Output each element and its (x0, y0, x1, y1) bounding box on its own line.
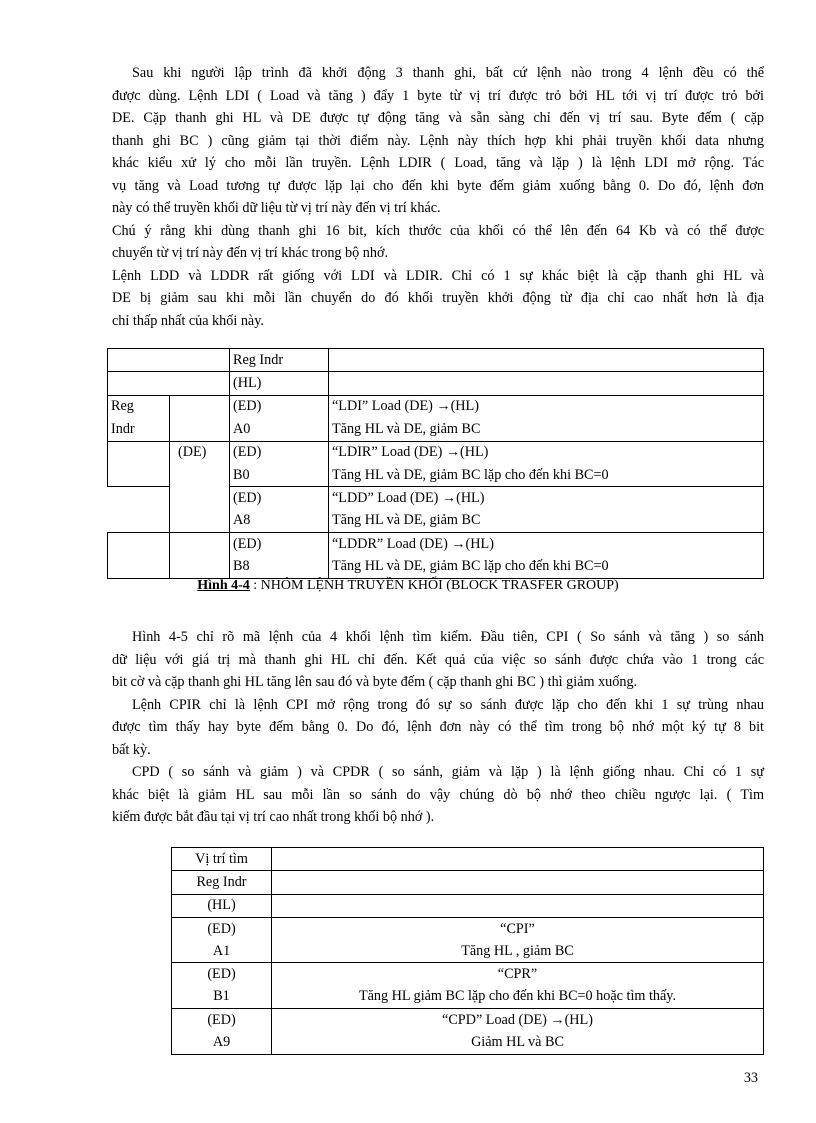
instruction-name: “LDD” Load (DE) →(HL) (329, 487, 764, 510)
table-cell (108, 510, 170, 533)
table-cell (272, 848, 764, 871)
text-line: dữ liệu với giá trị mà thanh ghi HL chỉ đến. Kết quả của việc so sánh được chứa vào 1 trong các (112, 651, 764, 668)
text-line: Lệnh LDD và LDDR rất giống với LDI và LDIR. Chỉ có 1 sự khác biệt là cặp thanh ghi HL và (112, 267, 764, 284)
table-cell (329, 372, 764, 395)
opcode-prefix: (ED) (230, 533, 329, 556)
text-line: thanh ghi BC ) cũng giảm tại thời điểm này. Lệnh này thích hợp khi phải truyền khối data nhưng (112, 132, 764, 149)
table-cell (170, 395, 230, 418)
opcode-prefix: (ED) (230, 487, 329, 510)
paragraph-ldd (112, 265, 764, 333)
opcode-prefix: (ED) (230, 395, 329, 418)
instruction-name: “CPR” (272, 963, 764, 986)
table-cell (272, 894, 764, 917)
opcode: B1 (172, 986, 272, 1009)
paragraph-block-1 (112, 62, 764, 332)
instruction-desc: Tăng HL và DE, giảm BC lặp cho đến khi BC=0 (329, 556, 764, 579)
paragraph-cpir (112, 694, 764, 762)
table-cell (170, 349, 230, 372)
instruction-name: “CPD” Load (DE) →(HL) (272, 1009, 764, 1032)
instruction-desc: Tăng HL và DE, giảm BC (329, 418, 764, 441)
caption-text: : NHÓM LỆNH TRUYỀN KHỐI (BLOCK TRASFER GROUP) (249, 578, 619, 593)
instruction-name: “LDIR” Load (DE) →(HL) (329, 441, 764, 464)
opcode: A0 (230, 418, 329, 441)
instruction-name: “CPI” (272, 917, 764, 940)
text-line: DE bị giảm sau khi mỗi lần chuyển do đó khối truyền khởi động từ địa chỉ cao nhất hơn là địa (112, 290, 764, 306)
paragraph-cpd (112, 761, 764, 829)
paragraph-block-2 (112, 626, 764, 829)
instruction-desc: Tăng HL , giảm BC (272, 940, 764, 963)
text-line: DE. Cặp thanh ghi HL và DE được tự động tăng và sẵn sàng chỉ đến vị trí sau. Byte đếm ( cặp (112, 110, 764, 126)
de-label: (DE) (170, 441, 230, 464)
opcode-prefix: (ED) (230, 441, 329, 464)
table-cell (108, 487, 170, 510)
opcode: A8 (230, 510, 329, 533)
text-line: kiếm được bắt đầu tại vị trí cao nhất trong khối bộ nhớ ). (112, 809, 435, 825)
instruction-desc: Giảm HL và BC (272, 1031, 764, 1054)
page-number: 33 (743, 1070, 758, 1086)
table-cell (108, 533, 170, 556)
instruction-desc: Tăng HL giảm BC lặp cho đến khi BC=0 hoặc tìm thấy. (272, 986, 764, 1009)
opcode-prefix: (ED) (172, 1009, 272, 1032)
search-group-table (171, 847, 764, 1055)
table-cell (329, 349, 764, 372)
text-line: CPD ( so sánh và giảm ) và CPDR ( so sánh, giảm và lặp ) là lệnh giống nhau. Chỉ có 1 sự (132, 764, 764, 780)
table-cell: Vị trí tìm (172, 848, 272, 871)
text-line: chỉ thấp nhất của khối này. (112, 312, 264, 329)
text-line: được dùng. Lệnh LDI ( Load và tăng ) đẩy 1 byte từ vị trí được trỏ bởi HL tới vị trí được trỏ bởi (112, 87, 764, 104)
table-cell: (HL) (172, 894, 272, 917)
caption-label: Hình 4-4 (197, 578, 250, 593)
text-line: chuyển từ vị trí này đến vị trí khác trong bộ nhớ. (112, 245, 389, 261)
table-cell (170, 487, 230, 510)
text-line: Lệnh CPIR chỉ là lệnh CPI mở rộng trong đó sự so sánh được lặp cho đến khi 1 sự trùng nhau (132, 696, 764, 713)
table-cell (170, 464, 230, 487)
indr-label: Indr (108, 418, 170, 441)
instruction-desc: Tăng HL và DE, giảm BC (329, 510, 764, 533)
block-transfer-table (107, 348, 764, 579)
opcode: A1 (172, 940, 272, 963)
table-cell: Reg Indr (172, 871, 272, 894)
table-cell (108, 441, 170, 464)
opcode: A9 (172, 1031, 272, 1054)
opcode: B8 (230, 556, 329, 579)
table-cell: (HL) (230, 372, 329, 395)
text-line: Chú ý rằng khi dùng thanh ghi 16 bit, kích thước của khối có thể lên đến 64 Kb và có thể được (112, 222, 764, 239)
table-cell (170, 418, 230, 441)
text-line: được tìm thấy hay byte đếm bằng 0. Do đó, lệnh đơn này có thể tìm trong bộ nhớ một ký tự 8 bit (112, 719, 764, 735)
opcode: B0 (230, 464, 329, 487)
text-line: bất kỳ. (112, 741, 151, 758)
text-line: Sau khi người lập trình đã khởi động 3 thanh ghi, bất cứ lệnh nào trong 4 lệnh đều có thể (132, 65, 764, 81)
table-cell (170, 556, 230, 579)
text-line: Hình 4-5 chỉ rõ mã lệnh của 4 khối lệnh tìm kiếm. Đầu tiên, CPI ( So sánh và tăng ) so sánh (132, 629, 764, 645)
reg-label: Reg (108, 395, 170, 418)
table-cell (108, 372, 170, 395)
table-cell (170, 510, 230, 533)
opcode-prefix: (ED) (172, 917, 272, 940)
instruction-name: “LDDR” Load (DE) →(HL) (329, 533, 764, 556)
text-line: khác kiểu xử lý cho mỗi lần truyền. Lệnh LDIR ( Load, tăng và lặp ) là lệnh LDI mở rộng. Tác (112, 155, 764, 171)
table-cell (108, 349, 170, 372)
table-cell (170, 372, 230, 395)
opcode-prefix: (ED) (172, 963, 272, 986)
table-cell: Reg Indr (230, 349, 329, 372)
table-cell (272, 871, 764, 894)
instruction-desc: Tăng HL và DE, giảm BC lặp cho đến khi BC=0 (329, 464, 764, 487)
paragraph-cpi (112, 626, 764, 694)
paragraph-ldi (112, 62, 764, 220)
text-line: khác biệt là giảm HL sau mỗi lần so sánh do vậy chúng dò bộ nhớ theo chiều ngược lại. ( Tìm (112, 786, 764, 803)
table-cell (108, 556, 170, 579)
text-line: vụ tăng và Load tương tự được lặp lại cho đến khi byte đếm giảm xuống bằng 0. Do đó, lệnh đơn (112, 177, 764, 194)
table-cell (170, 533, 230, 556)
table-cell (108, 464, 170, 487)
instruction-name: “LDI” Load (DE) →(HL) (329, 395, 764, 418)
text-line: bit cờ và cặp thanh ghi HL tăng lên sau đó và byte đếm ( cặp thanh ghi BC ) thì giảm xuống. (112, 674, 638, 690)
figure-caption (0, 578, 816, 594)
paragraph-16bit-note (112, 220, 764, 265)
text-line: này có thể truyền khối dữ liệu từ vị trí này đến vị trí khác. (112, 200, 441, 216)
